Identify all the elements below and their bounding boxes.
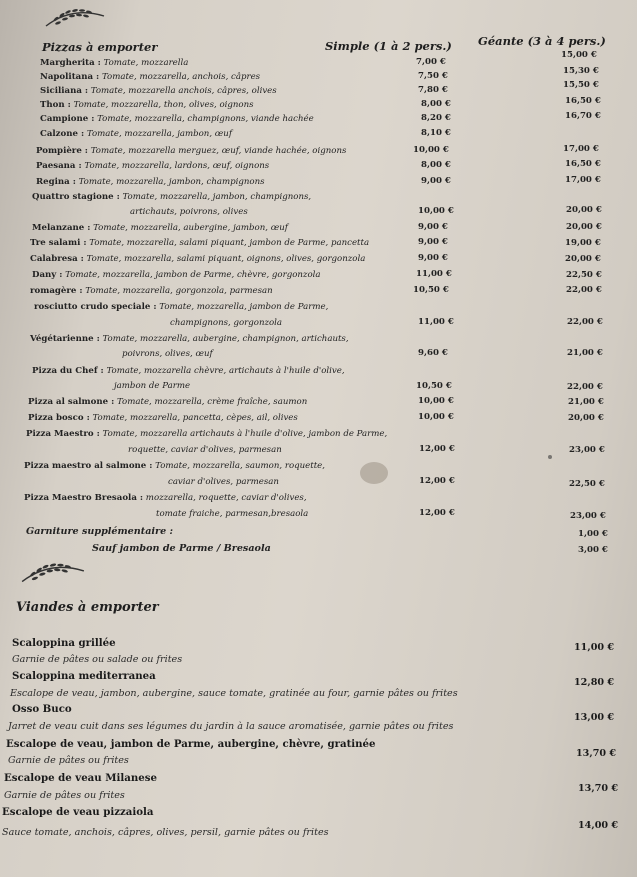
pizza-name: Dany :: [32, 270, 63, 280]
price-simple: 8,00 €: [421, 99, 451, 109]
price-simple: 10,00 €: [418, 396, 454, 406]
viande-price: 13,70 €: [578, 783, 619, 794]
pizza-item: [30, 238, 369, 248]
price-geante: 16,70 €: [565, 111, 601, 121]
pizza-name: Pizza du Chef :: [32, 366, 104, 376]
pizza-item: [26, 429, 387, 439]
pizza-name: Siciliana :: [40, 86, 89, 96]
price-simple: 12,00 €: [419, 444, 455, 454]
pizza-item: [34, 302, 328, 312]
price-simple: 7,00 €: [416, 57, 446, 67]
price-simple: 11,00 €: [416, 269, 452, 279]
viande-name: Escalope de veau, jambon de Parme, aubergine, chèvre, gratinée: [6, 738, 376, 750]
pizza-item: [40, 100, 254, 110]
price-simple: 10,00 €: [418, 412, 454, 422]
viande-name: Osso Buco: [12, 703, 72, 715]
price-geante: 23,00 €: [570, 511, 606, 521]
price-simple: 9,00 €: [421, 176, 451, 186]
pizza-desc: Tomate, mozzarella chèvre, artichauts à l'huile d'olive,: [103, 366, 345, 376]
pizza-name: Calzone :: [40, 129, 85, 139]
pizza-desc: Tomate, mozzarella, lardons, œuf, oignons: [81, 161, 270, 171]
pizza-name: Napolitana :: [40, 72, 100, 82]
pizza-name: Paesana :: [36, 161, 82, 171]
price-geante: 17,00 €: [565, 175, 601, 185]
pizza-desc: Tomate, mozzarella, jambon, champignons: [75, 177, 265, 187]
pizza-desc: Tomate, mozzarella, crème fraîche, saumon: [114, 397, 308, 407]
pizza-desc: Tomate, mozzarella, jambon, œuf: [84, 129, 233, 139]
price-simple: 10,50 €: [413, 285, 449, 295]
pizza-item: [30, 286, 273, 296]
pizza-item: [32, 366, 345, 376]
price-geante: 20,00 €: [566, 205, 602, 215]
sauf-price: 3,00 €: [578, 545, 608, 555]
pizza-name: Regina :: [36, 177, 76, 187]
price-geante: 21,00 €: [567, 348, 603, 358]
price-geante: 16,50 €: [565, 159, 601, 169]
stain-mark: [360, 462, 388, 484]
pizza-name: Tre salami :: [30, 238, 87, 248]
price-simple: 10,00 €: [418, 206, 454, 216]
pizza-name: Pompière :: [36, 146, 88, 156]
pizza-desc: Tomate, mozzarella anchois, câpres, olives: [88, 86, 277, 96]
pizza-desc: Tomate, mozzarella, salami piquant, oignons, olives, gorgonzola: [83, 254, 366, 264]
pizza-desc: Tomate, mozzarella, aubergine, champignon, artichauts,: [99, 334, 349, 344]
pizza-desc: Tomate, mozzarella artichauts à l'huile d'olive, jambon de Parme,: [99, 429, 388, 439]
pizza-desc: Tomate, mozzarella, jambon de Parme,: [156, 302, 329, 312]
price-simple: 8,20 €: [421, 113, 451, 123]
pizza-desc-cont: champignons, gorgonzola: [170, 318, 283, 328]
pizza-name: rosciutto crudo speciale :: [34, 302, 157, 312]
pizza-name: Pizza maestro al salmone :: [24, 461, 153, 471]
viande-price: 12,80 €: [574, 677, 615, 688]
pizza-desc: Tomate, mozzarella, pancetta, cèpes, ail, olives: [89, 413, 298, 423]
garniture-label: Garniture supplémentaire :: [26, 526, 174, 537]
pizza-desc: Tomate, mozzarella, gorgonzola, parmesan: [82, 286, 273, 296]
price-geante: 21,00 €: [568, 397, 604, 407]
pizza-desc: Tomate, mozzarella merguez, œuf, viande hachée, oignons: [87, 146, 347, 156]
price-geante: 22,50 €: [569, 479, 605, 489]
price-simple: 8,00 €: [421, 160, 451, 170]
price-simple: 10,00 €: [413, 145, 449, 155]
pizza-desc-cont: caviar d'olives, parmesan: [168, 477, 279, 487]
price-geante: 16,50 €: [565, 96, 601, 106]
price-simple: 12,00 €: [419, 508, 455, 518]
price-simple: 9,00 €: [418, 253, 448, 263]
viande-desc: Sauce tomate, anchois, câpres, olives, persil, garnie pâtes ou frites: [2, 827, 329, 838]
sauf-label: Sauf jambon de Parme / Bresaola: [92, 543, 271, 554]
pizza-name: Thon :: [40, 100, 71, 110]
pizza-item: [40, 86, 277, 96]
pizza-name: Margherita :: [40, 58, 101, 68]
wheat-ornament-icon: [20, 558, 86, 586]
pizza-item: [24, 493, 307, 503]
pizza-desc: mozzarella, roquette, caviar d'olives,: [143, 493, 307, 503]
viandes-heading: Viandes à emporter: [16, 600, 159, 615]
pizza-item: [30, 254, 365, 264]
pizza-item: [40, 129, 232, 139]
price-geante: 15,30 €: [563, 66, 599, 76]
price-geante: 20,00 €: [568, 413, 604, 423]
price-geante: 22,50 €: [566, 270, 602, 280]
pizza-name: Pizza Maestro Bresaola :: [24, 493, 144, 503]
garniture-price: 1,00 €: [578, 529, 608, 539]
pizza-name: Campione :: [40, 114, 95, 124]
price-geante: 17,00 €: [563, 144, 599, 154]
pizza-name: Calabresa :: [30, 254, 84, 264]
pizza-item: [32, 223, 288, 233]
viande-price: 13,00 €: [574, 712, 615, 723]
pizza-desc: Tomate, mozzarella, jambon, champignons,: [119, 192, 312, 202]
viande-desc: Garnie de pâtes ou frites: [4, 790, 125, 801]
price-geante: 20,00 €: [566, 222, 602, 232]
price-simple: 9,00 €: [418, 237, 448, 247]
pizza-name: Pizza Maestro :: [26, 429, 100, 439]
price-geante: 15,50 €: [563, 80, 599, 90]
price-geante: 22,00 €: [567, 382, 603, 392]
price-geante: 15,00 €: [561, 50, 597, 60]
price-geante: 20,00 €: [565, 254, 601, 264]
pizza-name: Quattro stagione :: [32, 192, 120, 202]
pizza-desc: Tomate, mozzarella, thon, olives, oignons: [70, 100, 254, 110]
price-geante: 22,00 €: [567, 317, 603, 327]
pizzas-heading: Pizzas à emporter: [42, 40, 158, 54]
pizza-item: [30, 334, 349, 344]
pizza-item: [28, 413, 298, 423]
pizza-desc: Tomate, mozzarella, jambon de Parme, chèvre, gorgonzola: [62, 270, 321, 280]
viande-name: Scaloppina grillée: [12, 637, 116, 649]
price-geante: 23,00 €: [569, 445, 605, 455]
viande-desc: Garnie de pâtes ou salade ou frites: [12, 654, 183, 665]
pizza-desc-cont: jambon de Parme: [114, 381, 191, 391]
pizza-desc: Tomate, mozzarella, salami piquant, jambon de Parme, pancetta: [86, 238, 370, 248]
price-simple: 8,10 €: [421, 128, 451, 138]
pizza-desc: Tomate, mozzarella, saumon, roquette,: [152, 461, 325, 471]
pizza-item: [28, 397, 307, 407]
price-simple: 12,00 €: [419, 476, 455, 486]
pizza-desc: Tomate, mozzarella, anchois, câpres: [99, 72, 261, 82]
viande-price: 13,70 €: [576, 748, 617, 759]
pizza-item: [40, 114, 314, 124]
pizza-name: romagère :: [30, 286, 83, 296]
price-simple: 9,00 €: [418, 222, 448, 232]
viande-price: 11,00 €: [574, 642, 615, 653]
col-simple-heading: Simple (1 à 2 pers.): [325, 39, 452, 53]
pizza-item: [32, 270, 321, 280]
pizza-name: Melanzane :: [32, 223, 91, 233]
pizza-item: [36, 161, 269, 171]
viande-name: Scaloppina mediterranea: [12, 670, 156, 682]
pizza-item: [24, 461, 325, 471]
price-simple: 11,00 €: [418, 317, 454, 327]
viande-desc: Garnie de pâtes ou frites: [8, 755, 129, 766]
wheat-ornament-icon: [44, 4, 106, 30]
pizza-desc: Tomate, mozzarella, aubergine, jambon, œuf: [90, 223, 288, 233]
col-geante-heading: Géante (3 à 4 pers.): [478, 34, 606, 48]
viande-name: Escalope de veau pizzaiola: [2, 806, 154, 818]
viande-name: Escalope de veau Milanese: [4, 772, 157, 784]
pizza-name: Pizza bosco :: [28, 413, 90, 423]
stain-mark: [548, 455, 552, 459]
pizza-item: [36, 146, 346, 156]
pizza-desc-cont: tomate fraiche, parmesan,bresaola: [156, 509, 309, 519]
pizza-name: Végétarienne :: [30, 334, 100, 344]
pizza-item: [36, 177, 265, 187]
pizza-item: [32, 192, 311, 202]
pizza-desc: Tomate, mozzarella, champignons, viande hachée: [94, 114, 314, 124]
pizza-item: [40, 72, 260, 82]
price-simple: 10,50 €: [416, 381, 452, 391]
viande-desc: Escalope de veau, jambon, aubergine, sauce tomate, gratinée au four, garnie pâtes ou frites: [10, 688, 458, 699]
price-simple: 7,50 €: [418, 71, 448, 81]
viande-desc: Jarret de veau cuit dans ses légumes du jardin à la sauce aromatisée, garnie pâtes ou frites: [8, 721, 454, 732]
price-simple: 7,80 €: [418, 85, 448, 95]
pizza-item: [40, 58, 188, 68]
pizza-desc: Tomate, mozzarella: [100, 58, 189, 68]
pizza-name: Pizza al salmone :: [28, 397, 115, 407]
pizza-desc-cont: poivrons, olives, œuf: [122, 349, 213, 359]
price-geante: 19,00 €: [565, 238, 601, 248]
pizza-desc-cont: roquette, caviar d'olives, parmesan: [128, 445, 282, 455]
price-geante: 22,00 €: [566, 285, 602, 295]
pizza-desc-cont: artichauts, poivrons, olives: [130, 207, 248, 217]
viande-price: 14,00 €: [578, 820, 619, 831]
price-simple: 9,60 €: [418, 348, 448, 358]
